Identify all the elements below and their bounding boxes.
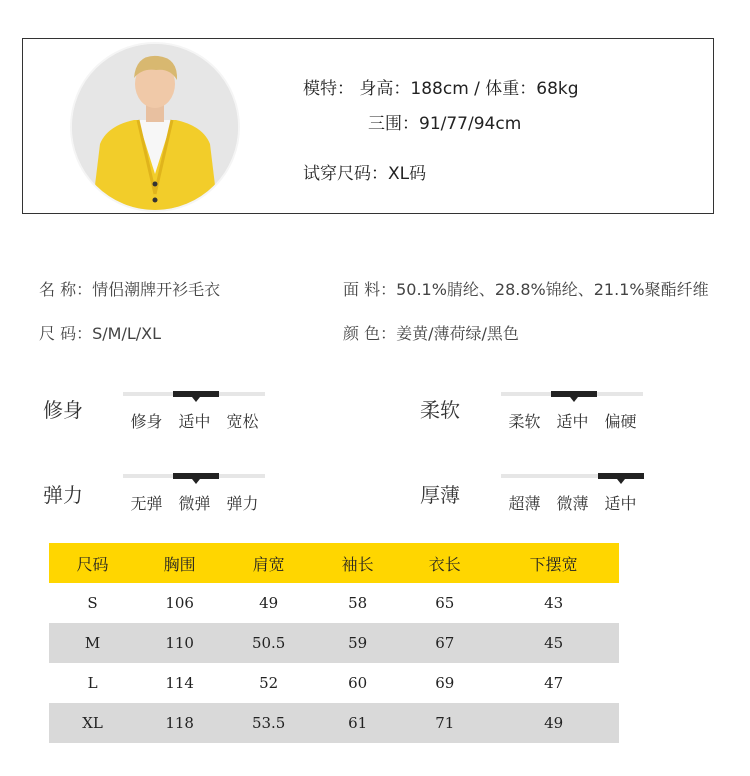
scale-marker: [173, 391, 219, 397]
scale-marker: [173, 473, 219, 479]
model-trial-size: 试穿尺码：XL码: [303, 164, 427, 184]
table-cell: 114: [165, 674, 194, 692]
attr-fit-scale: [123, 392, 265, 442]
scale-option: 微薄: [556, 494, 589, 513]
table-cell: 110: [136, 623, 223, 663]
attr-elasticity-scale: [123, 474, 265, 524]
table-cell: S: [87, 594, 98, 612]
table-row: [49, 663, 619, 703]
attr-thickness-scale: [501, 474, 643, 524]
table-cell: L: [87, 674, 98, 692]
table-cell: 43: [544, 594, 564, 612]
attr-fit-label: 修身: [43, 398, 83, 422]
table-cell: 71: [401, 703, 488, 743]
table-row: [49, 703, 619, 743]
model-height-weight: 模特： 身高：188cm / 体重：68kg: [303, 79, 579, 99]
attr-elasticity-label: 弹力: [43, 483, 83, 507]
table-cell: 67: [401, 623, 488, 663]
size-table-header-row: [49, 543, 619, 583]
scale-option: 适中: [178, 412, 211, 431]
table-cell: 59: [314, 623, 401, 663]
table-cell: 50.5: [223, 623, 314, 663]
model-photo-illustration: [72, 44, 238, 210]
scale-marker: [598, 473, 644, 479]
table-cell: 52: [259, 674, 279, 692]
model-measurements: 三围：91/77/94cm: [368, 114, 522, 134]
product-sizes: 尺 码：S/M/L/XL: [39, 324, 162, 343]
product-colors: 颜 色：姜黄/薄荷绿/黑色: [343, 324, 519, 343]
table-cell: 106: [165, 594, 194, 612]
scale-option: 偏硬: [604, 412, 637, 431]
attr-thickness-label: 厚薄: [420, 483, 460, 507]
table-cell: 58: [348, 594, 368, 612]
col-header-length: 衣长: [401, 543, 488, 583]
table-cell: M: [49, 623, 136, 663]
table-cell: 49: [259, 594, 279, 612]
scale-option: 适中: [556, 412, 589, 431]
col-header-size: 尺码: [49, 543, 136, 583]
scale-option: 弹力: [226, 494, 259, 513]
col-header-shoulder: 肩宽: [223, 543, 314, 583]
scale-option: 修身: [130, 412, 163, 431]
table-row: [49, 583, 619, 623]
col-header-chest: 胸围: [136, 543, 223, 583]
table-cell: 47: [544, 674, 564, 692]
scale-option: 柔软: [508, 412, 541, 431]
table-cell: 65: [435, 594, 455, 612]
col-header-hem: 下摆宽: [488, 543, 619, 583]
table-cell: 60: [348, 674, 368, 692]
table-cell: 69: [435, 674, 455, 692]
model-info-box: [22, 38, 714, 214]
table-cell: 61: [314, 703, 401, 743]
table-cell: 118: [136, 703, 223, 743]
scale-option: 适中: [604, 494, 637, 513]
attr-softness-scale: [501, 392, 643, 442]
attr-softness-label: 柔软: [420, 398, 460, 422]
scale-marker: [551, 391, 597, 397]
model-photo: [70, 42, 240, 212]
scale-option: 无弹: [130, 494, 163, 513]
table-cell: 49: [488, 703, 619, 743]
table-cell: 45: [488, 623, 619, 663]
product-name: 名 称：情侣潮牌开衫毛衣: [39, 280, 221, 299]
table-cell: 53.5: [223, 703, 314, 743]
product-fabric: 面 料：50.1%腈纶、28.8%锦纶、21.1%聚酯纤维: [343, 280, 709, 299]
scale-option: 宽松: [226, 412, 259, 431]
table-cell: XL: [49, 703, 136, 743]
table-row: [49, 623, 619, 663]
col-header-sleeve: 袖长: [314, 543, 401, 583]
scale-option: 超薄: [508, 494, 541, 513]
size-table: [49, 543, 619, 743]
scale-option: 微弹: [178, 494, 211, 513]
